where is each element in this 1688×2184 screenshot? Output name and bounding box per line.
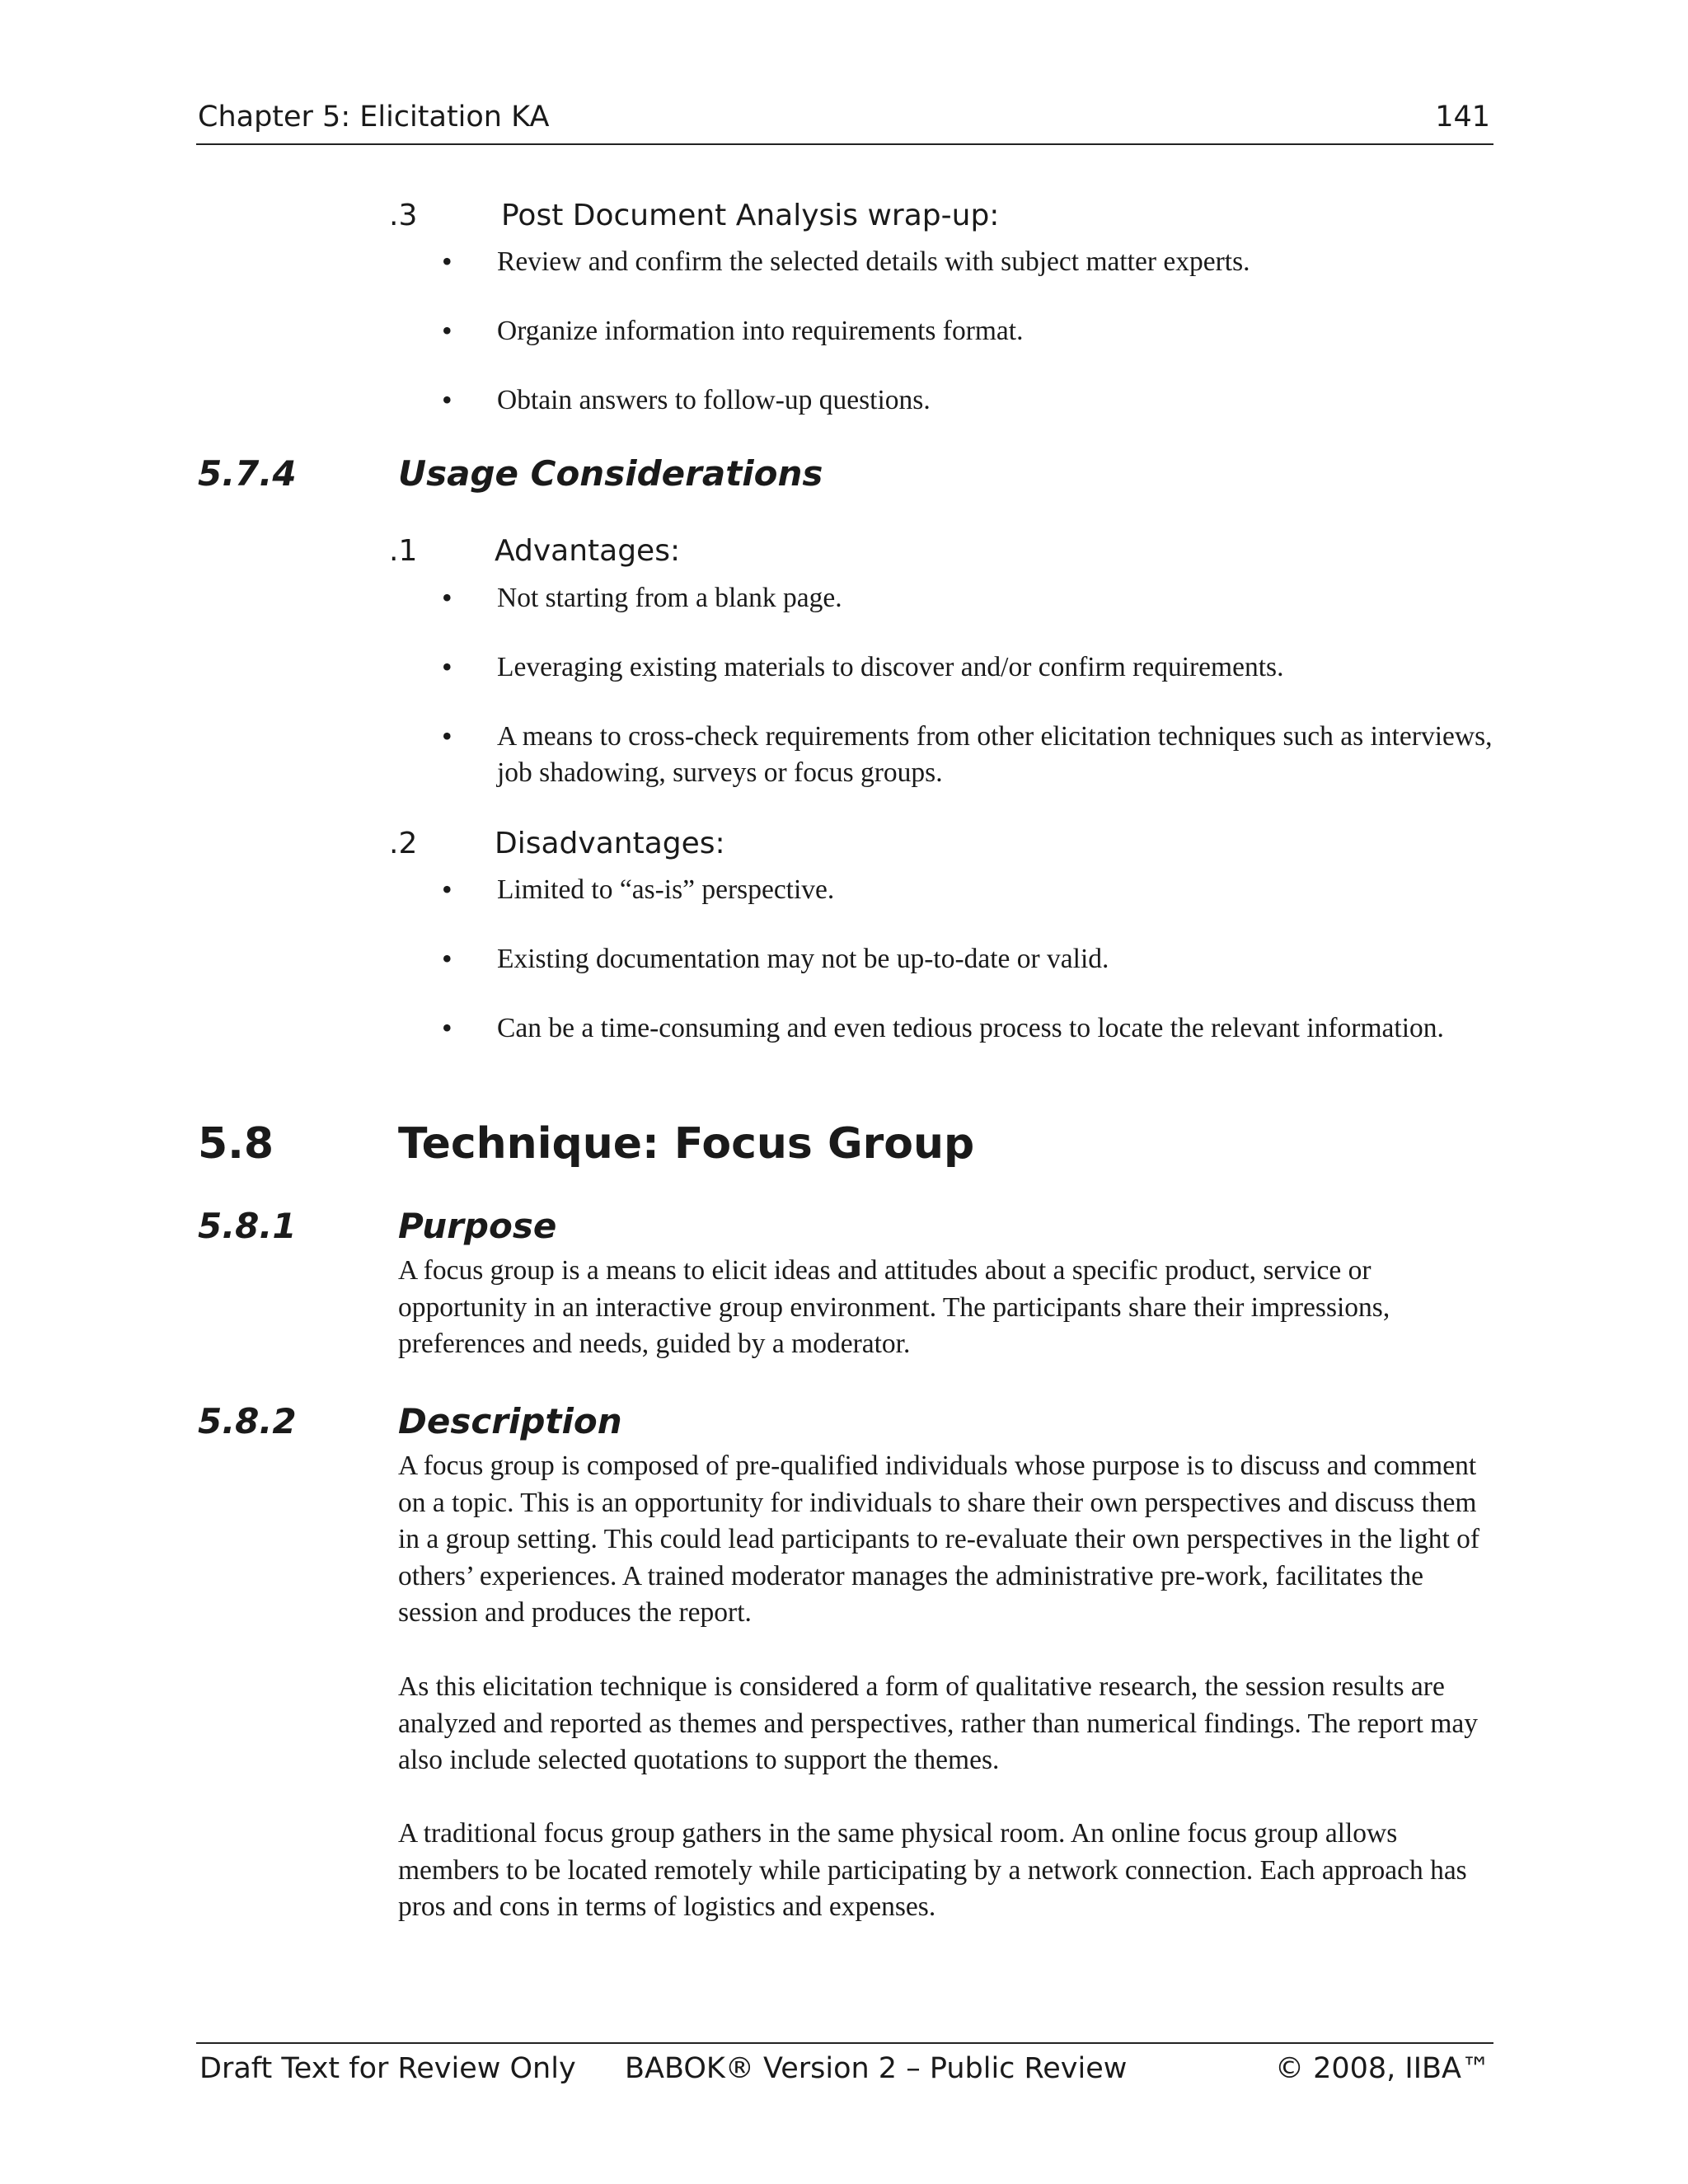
section-title: Usage Considerations (398, 453, 823, 494)
section-number: 5.8.1 (198, 1206, 297, 1246)
section-number: 5.8.2 (198, 1401, 297, 1441)
bullet-icon: • (442, 873, 452, 906)
section-title: Description (398, 1401, 622, 1441)
page-header (196, 97, 1493, 145)
bullet-icon: • (442, 383, 452, 416)
bullet-icon: • (442, 581, 452, 614)
advantages-label: Advantages: (495, 534, 681, 568)
disadvantages-number: .2 (389, 827, 418, 860)
bullet-icon: • (442, 1011, 452, 1044)
page-footer (196, 2042, 1493, 2085)
chapter-section-number: 5.8 (198, 1119, 274, 1169)
list-item: Obtain answers to follow-up questions. (497, 385, 931, 415)
bullet-icon: • (442, 245, 452, 278)
list-item: A means to cross-check requirements from other elicitation techniques such as interviews, job shadowing, surveys or focus groups. (497, 721, 1493, 788)
chapter-section-title: Technique: Focus Group (398, 1119, 975, 1169)
disadvantages-label: Disadvantages: (495, 827, 725, 860)
bullet-icon: • (442, 650, 452, 683)
purpose-paragraph: A focus group is a means to elicit ideas and attitudes about a specific product, service or opportunity in an interactive group environment. The participants share their impressions, preferences and needs, guided by a moderator. (398, 1255, 1390, 1359)
list-item: Can be a time-consuming and even tedious process to locate the relevant information. (497, 1013, 1444, 1043)
footer-draft-note: Draft Text for Review Only (199, 2052, 576, 2085)
list-item: Organize information into requirements format. (497, 316, 1024, 346)
advantages-number: .1 (389, 534, 418, 568)
wrapup-label: Post Document Analysis wrap-up: (501, 199, 1000, 232)
bullet-icon: • (442, 314, 452, 347)
description-paragraph: A focus group is composed of pre-qualified individuals whose purpose is to discuss and comment on a topic. This is an opportunity for individuals to share their own perspectives and discuss them in a group setting. This could lead participants to re-evaluate their own perspectives in the light of others’ experiences. A trained moderator manages the administrative pre-work, facilitates the session and produces the report. (398, 1451, 1480, 1628)
page-number: 141 (1435, 101, 1490, 134)
footer-copyright: © 2008, IIBA™ (1274, 2052, 1490, 2085)
list-item: Not starting from a blank page. (497, 583, 842, 613)
wrapup-number: .3 (389, 199, 418, 232)
list-item: Limited to “as-is” perspective. (497, 874, 835, 905)
description-paragraph: A traditional focus group gathers in the same physical room. An online focus group allows members to be located remotely while participating by a network connection. Each approach has pros and cons in terms of logistics and expenses. (398, 1818, 1467, 1922)
list-item: Leveraging existing materials to discover and/or confirm requirements. (497, 652, 1284, 682)
description-paragraph: As this elicitation technique is considered a form of qualitative research, the session results are analyzed and reported as themes and perspectives, rather than numerical findings. The report may also include selected quotations to support the themes. (398, 1671, 1479, 1775)
bullet-icon: • (442, 719, 452, 752)
chapter-title: Chapter 5: Elicitation KA (198, 101, 550, 134)
list-item: Review and confirm the selected details with subject matter experts. (497, 246, 1250, 277)
section-number: 5.7.4 (198, 453, 297, 494)
section-title: Purpose (398, 1206, 557, 1246)
footer-version: BABOK® Version 2 – Public Review (625, 2052, 1128, 2085)
bullet-icon: • (442, 942, 452, 975)
list-item: Existing documentation may not be up-to-date or valid. (497, 944, 1109, 974)
